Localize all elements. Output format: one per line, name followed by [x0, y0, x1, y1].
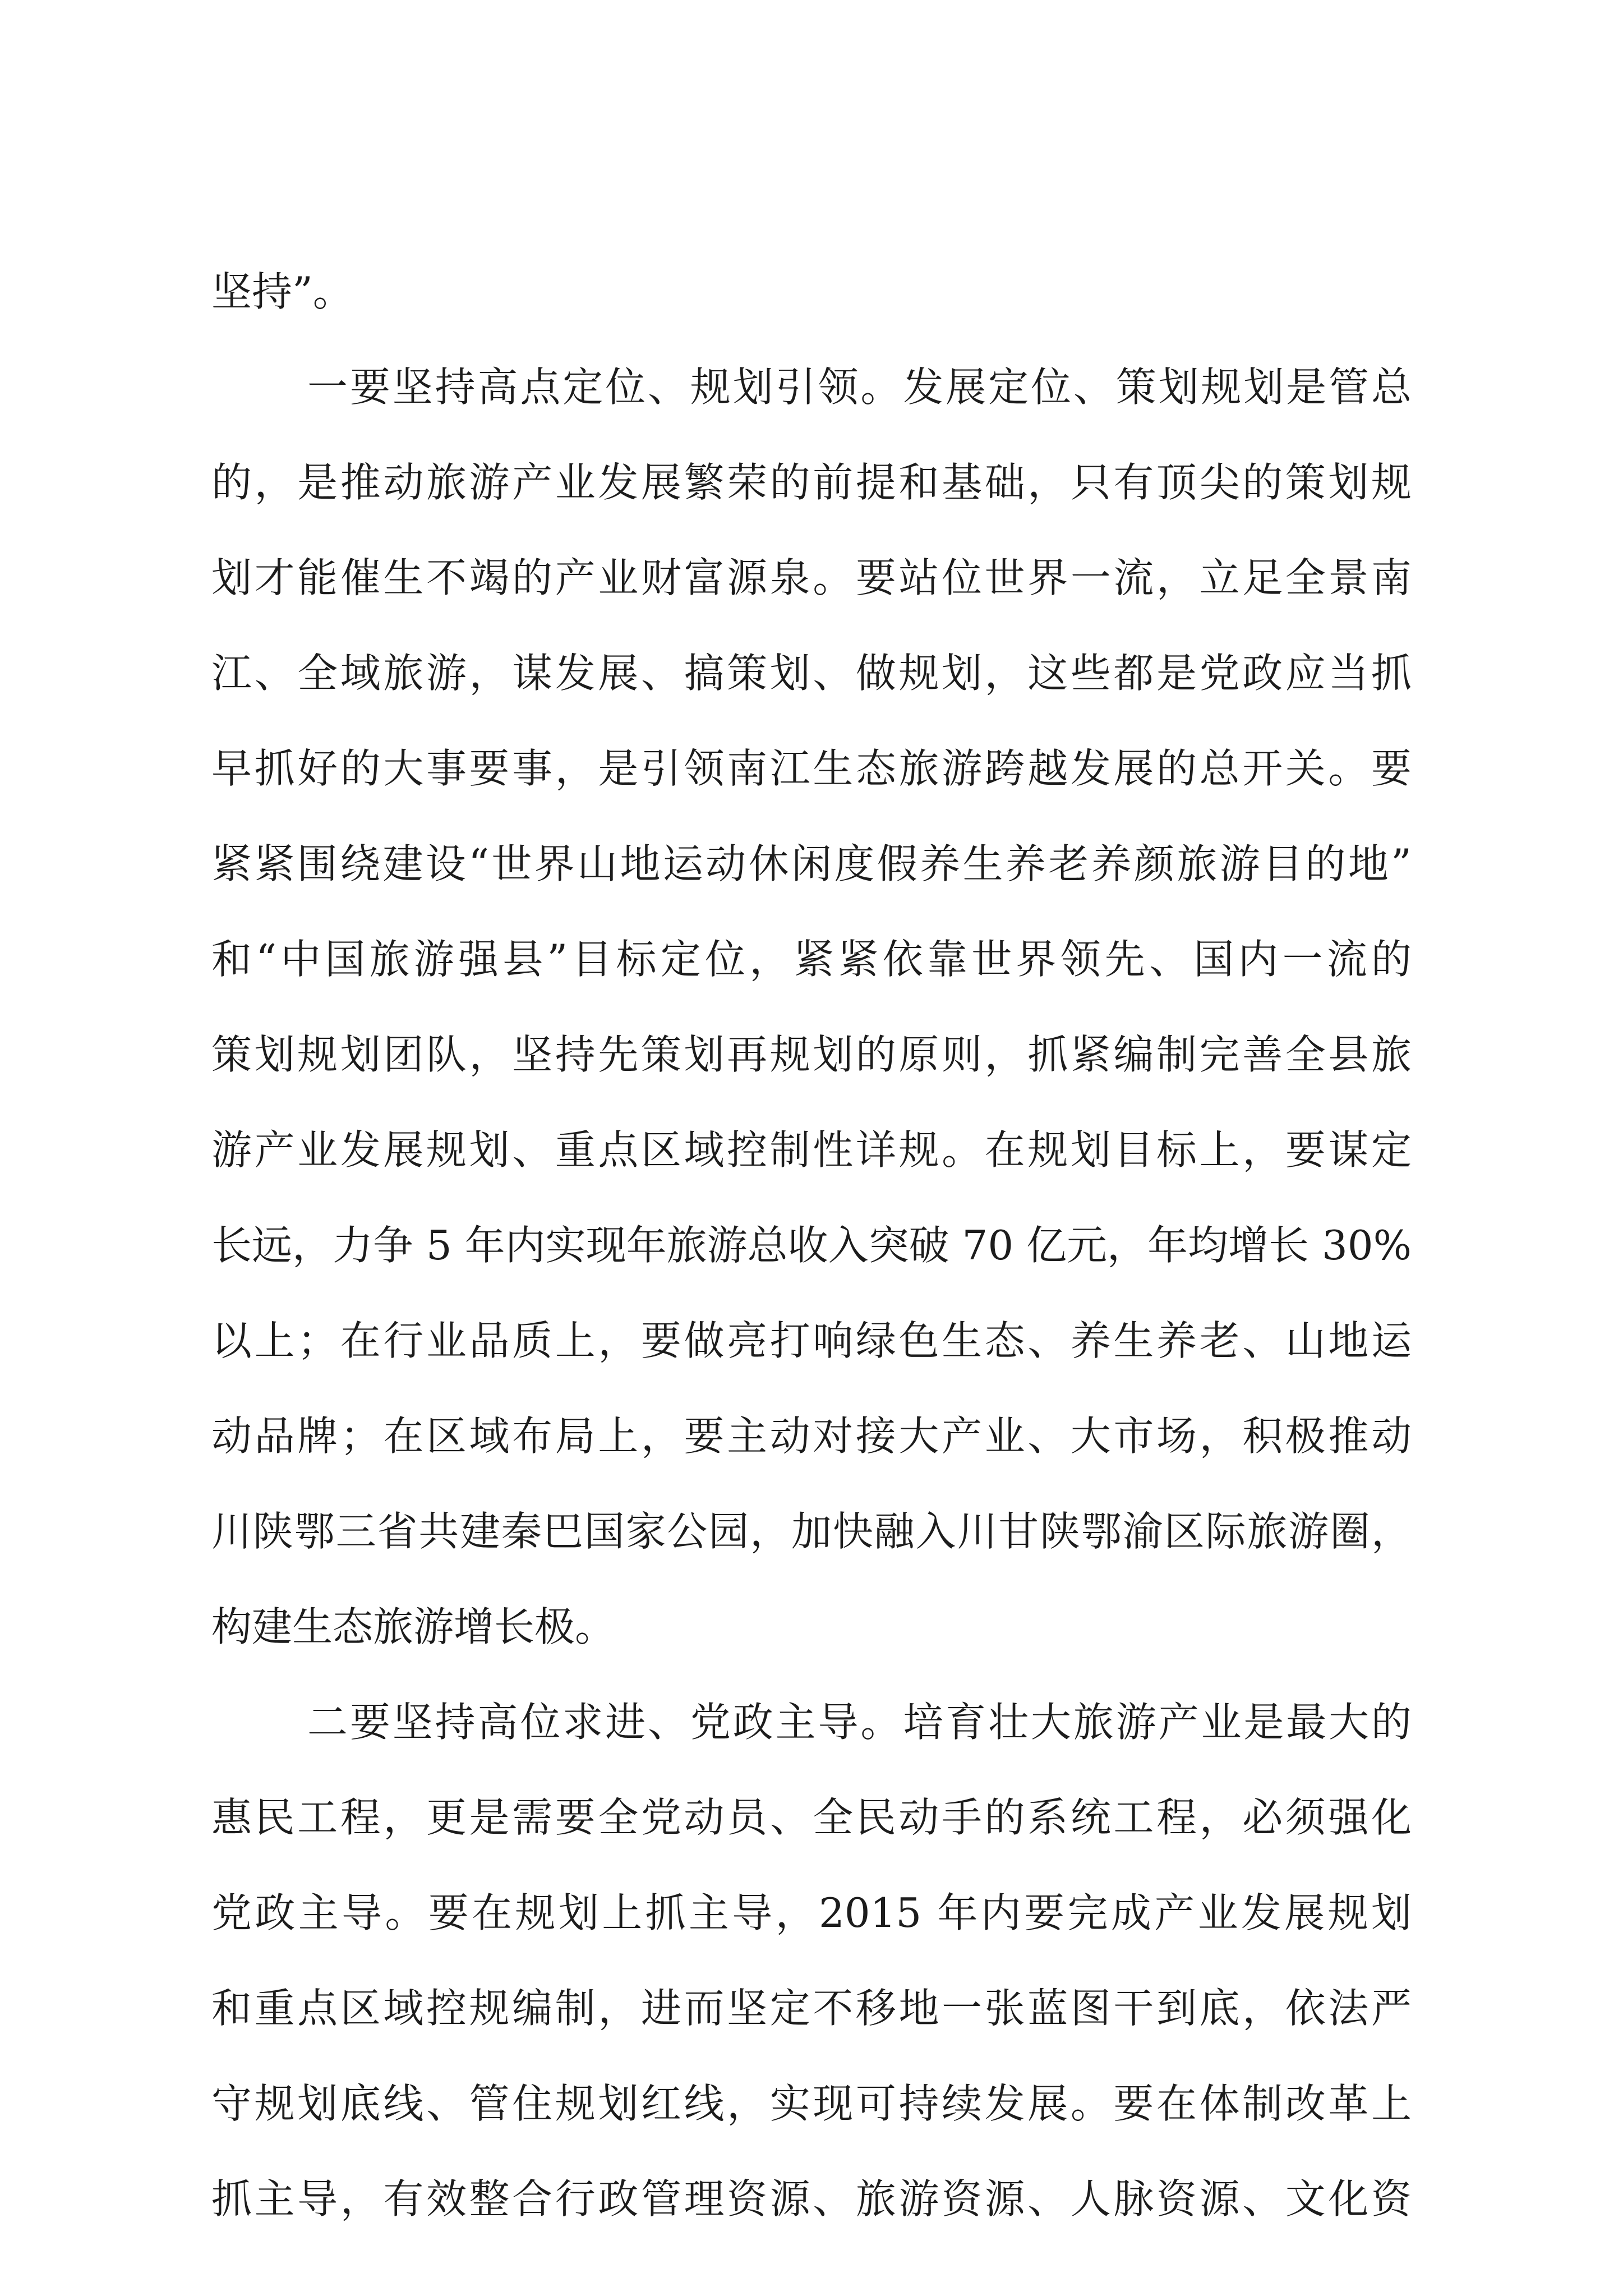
- text-line: 的，是推动旅游产业发展繁荣的前提和基础，只有顶尖的策划规: [211, 459, 1412, 506]
- text-line: 动品牌；在区域布局上，要主动对接大产业、大市场，积极推动: [211, 1412, 1412, 1460]
- text-line: 坚持”。: [211, 268, 353, 315]
- text-line: 抓主导，有效整合行政管理资源、旅游资源、人脉资源、文化资: [211, 2175, 1412, 2223]
- text-line: 江、全域旅游，谋发展、搞策划、做规划，这些都是党政应当抓: [211, 650, 1412, 697]
- text-line: 和“中国旅游强县”目标定位，紧紧依靠世界领先、国内一流的: [211, 936, 1412, 983]
- text-line: 和重点区域控规编制，进而坚定不移地一张蓝图干到底，依法严: [211, 1985, 1412, 2032]
- text-line: 构建生态旅游增长极。: [211, 1603, 616, 1650]
- text-line: 长远，力争 5 年内实现年旅游总收入突破 70 亿元，年均增长 30%: [211, 1222, 1412, 1269]
- text-line: 游产业发展规划、重点区域控制性详规。在规划目标上，要谋定: [211, 1126, 1412, 1174]
- text-line: 二要坚持高位求进、党政主导。培育壮大旅游产业是最大的: [307, 1699, 1412, 1746]
- text-line: 川陕鄂三省共建秦巴国家公园，加快融入川甘陕鄂渝区际旅游圈，: [211, 1508, 1412, 1555]
- text-line: 以上；在行业品质上，要做亮打响绿色生态、养生养老、山地运: [211, 1317, 1412, 1364]
- text-line: 党政主导。要在规划上抓主导，2015 年内要完成产业发展规划: [211, 1889, 1412, 1936]
- text-line: 划才能催生不竭的产业财富源泉。要站位世界一流，立足全景南: [211, 554, 1412, 601]
- text-line: 早抓好的大事要事，是引领南江生态旅游跨越发展的总开关。要: [211, 745, 1412, 792]
- text-line: 紧紧围绕建设“世界山地运动休闲度假养生养老养颜旅游目的地”: [211, 840, 1412, 887]
- text-line: 守规划底线、管住规划红线，实现可持续发展。要在体制改革上: [211, 2080, 1412, 2127]
- text-line: 惠民工程，更是需要全党动员、全民动手的系统工程，必须强化: [211, 1794, 1412, 1841]
- text-line: 一要坚持高点定位、规划引领。发展定位、策划规划是管总: [307, 364, 1412, 411]
- text-line: 策划规划团队，坚持先策划再规划的原则，抓紧编制完善全县旅: [211, 1031, 1412, 1078]
